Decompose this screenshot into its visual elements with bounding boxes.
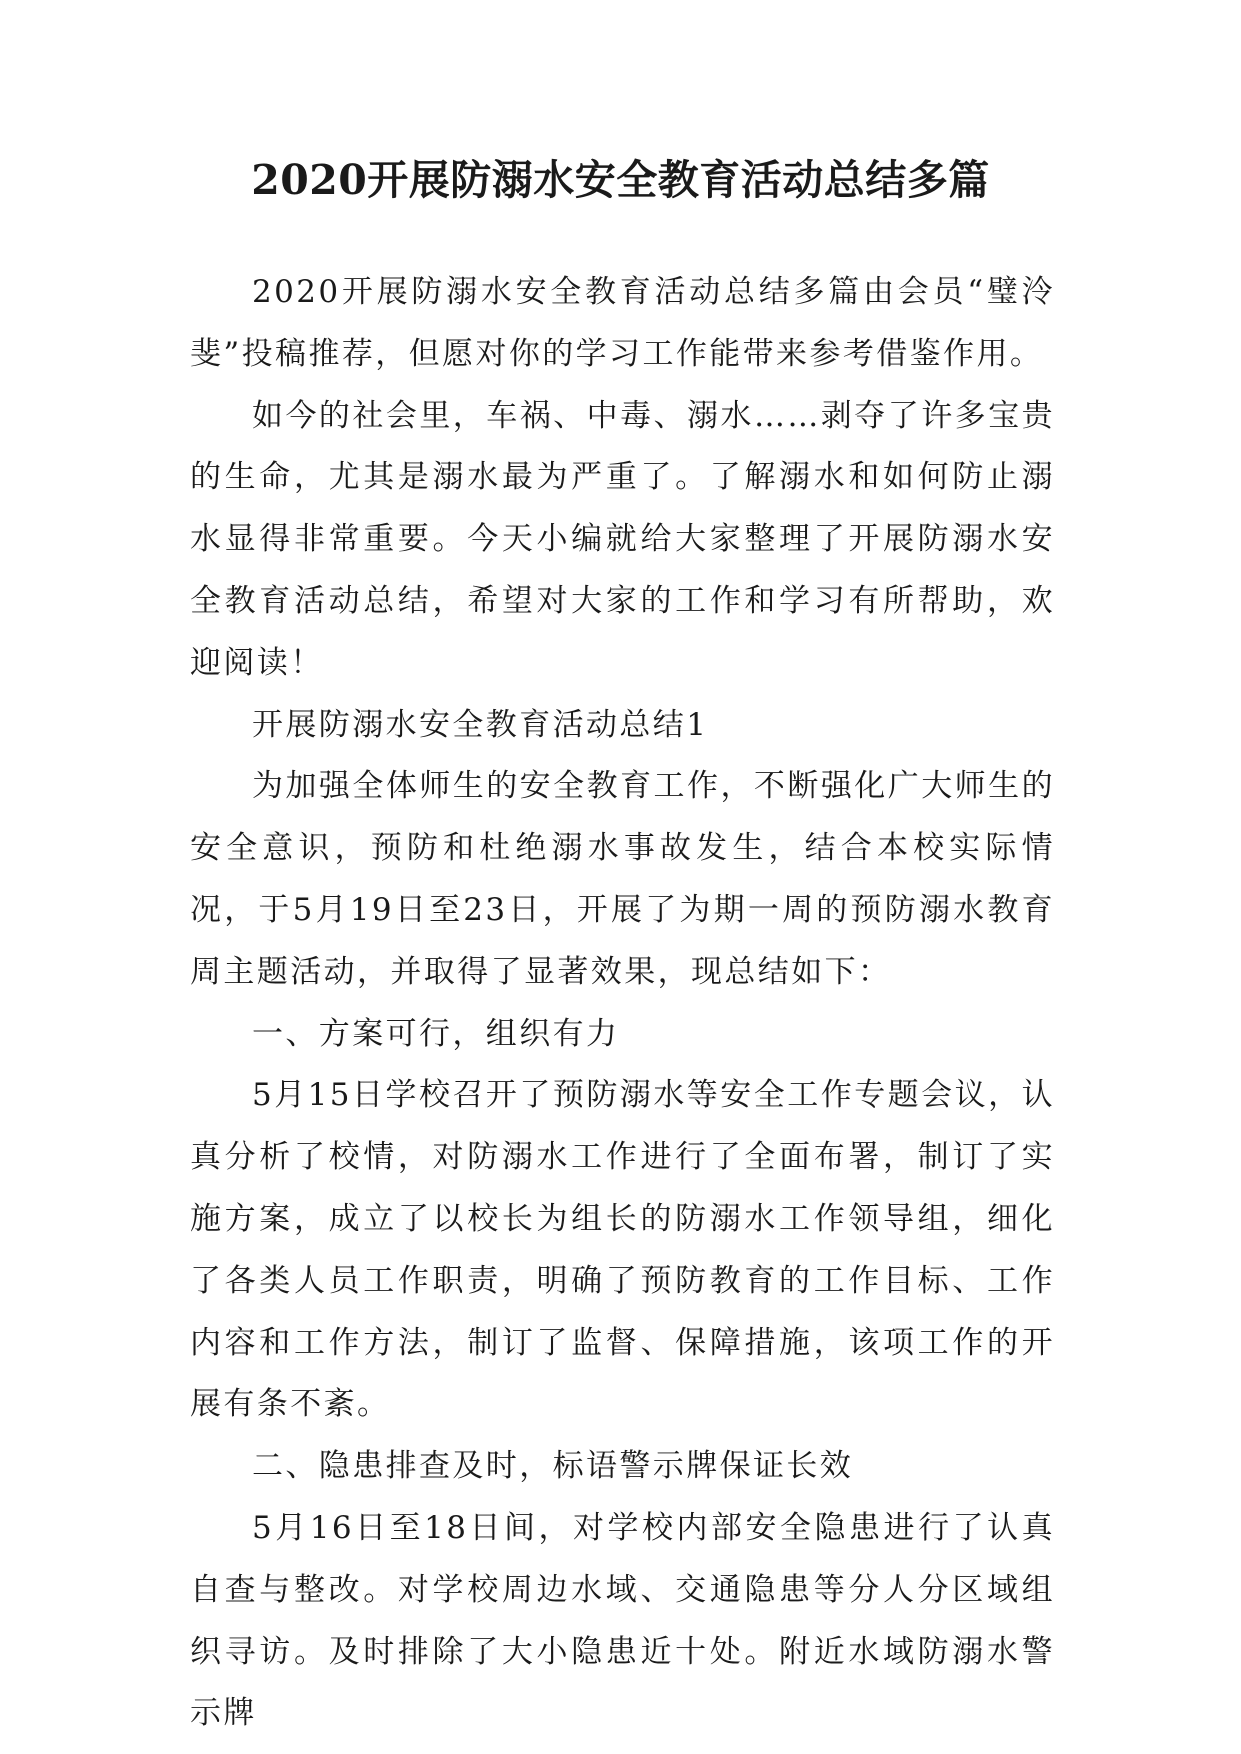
document-body — [190, 262, 1055, 1745]
paragraph-intro: 2020开展防溺水安全教育活动总结多篇由会员“璧泠斐”投稿推荐，但愿对你的学习工作能带来参考借鉴作用。 — [190, 274, 1055, 372]
document-title: 2020开展防溺水安全教育活动总结多篇 — [251, 156, 990, 204]
section-heading-plan: 一、方案可行，组织有力 — [252, 1015, 620, 1052]
paragraph-plan: 5月15日学校召开了预防溺水等安全工作专题会议，认真分析了校情，对防溺水工作进行了全面布署，制订了实施方案，成立了以校长为组长的防溺水工作领导组，细化了各类人员工作职责，明确了预防教育的工作目标、工作内容和工作方法，制订了监督、保障措施，该项工作的开展有条不紊。 — [190, 1077, 1055, 1423]
section-heading-summary-1: 开展防溺水安全教育活动总结1 — [252, 706, 709, 743]
paragraph-purpose: 为加强全体师生的安全教育工作，不断强化广大师生的安全意识，预防和杜绝溺水事故发生，结合本校实际情况，于5月19日至23日，开展了为期一周的预防溺水教育周主题活动，并取得了显著效果，现总结如下： — [190, 768, 1055, 990]
paragraph-background: 如今的社会里，车祸、中毒、溺水……剥夺了许多宝贵的生命，尤其是溺水最为严重了。了解溺水和如何防止溺水显得非常重要。今天小编就给大家整理了开展防溺水安全教育活动总结，希望对大家的工作和学习有所帮助，欢迎阅读！ — [190, 397, 1055, 681]
section-heading-hazards: 二、隐患排查及时，标语警示牌保证长效 — [252, 1448, 854, 1485]
paragraph-hazards: 5月16日至18日间，对学校内部安全隐患进行了认真自查与整改。对学校周边水域、交通隐患等分人分区域组织寻访。及时排除了大小隐患近十处。附近水域防溺水警示牌 — [190, 1509, 1055, 1732]
